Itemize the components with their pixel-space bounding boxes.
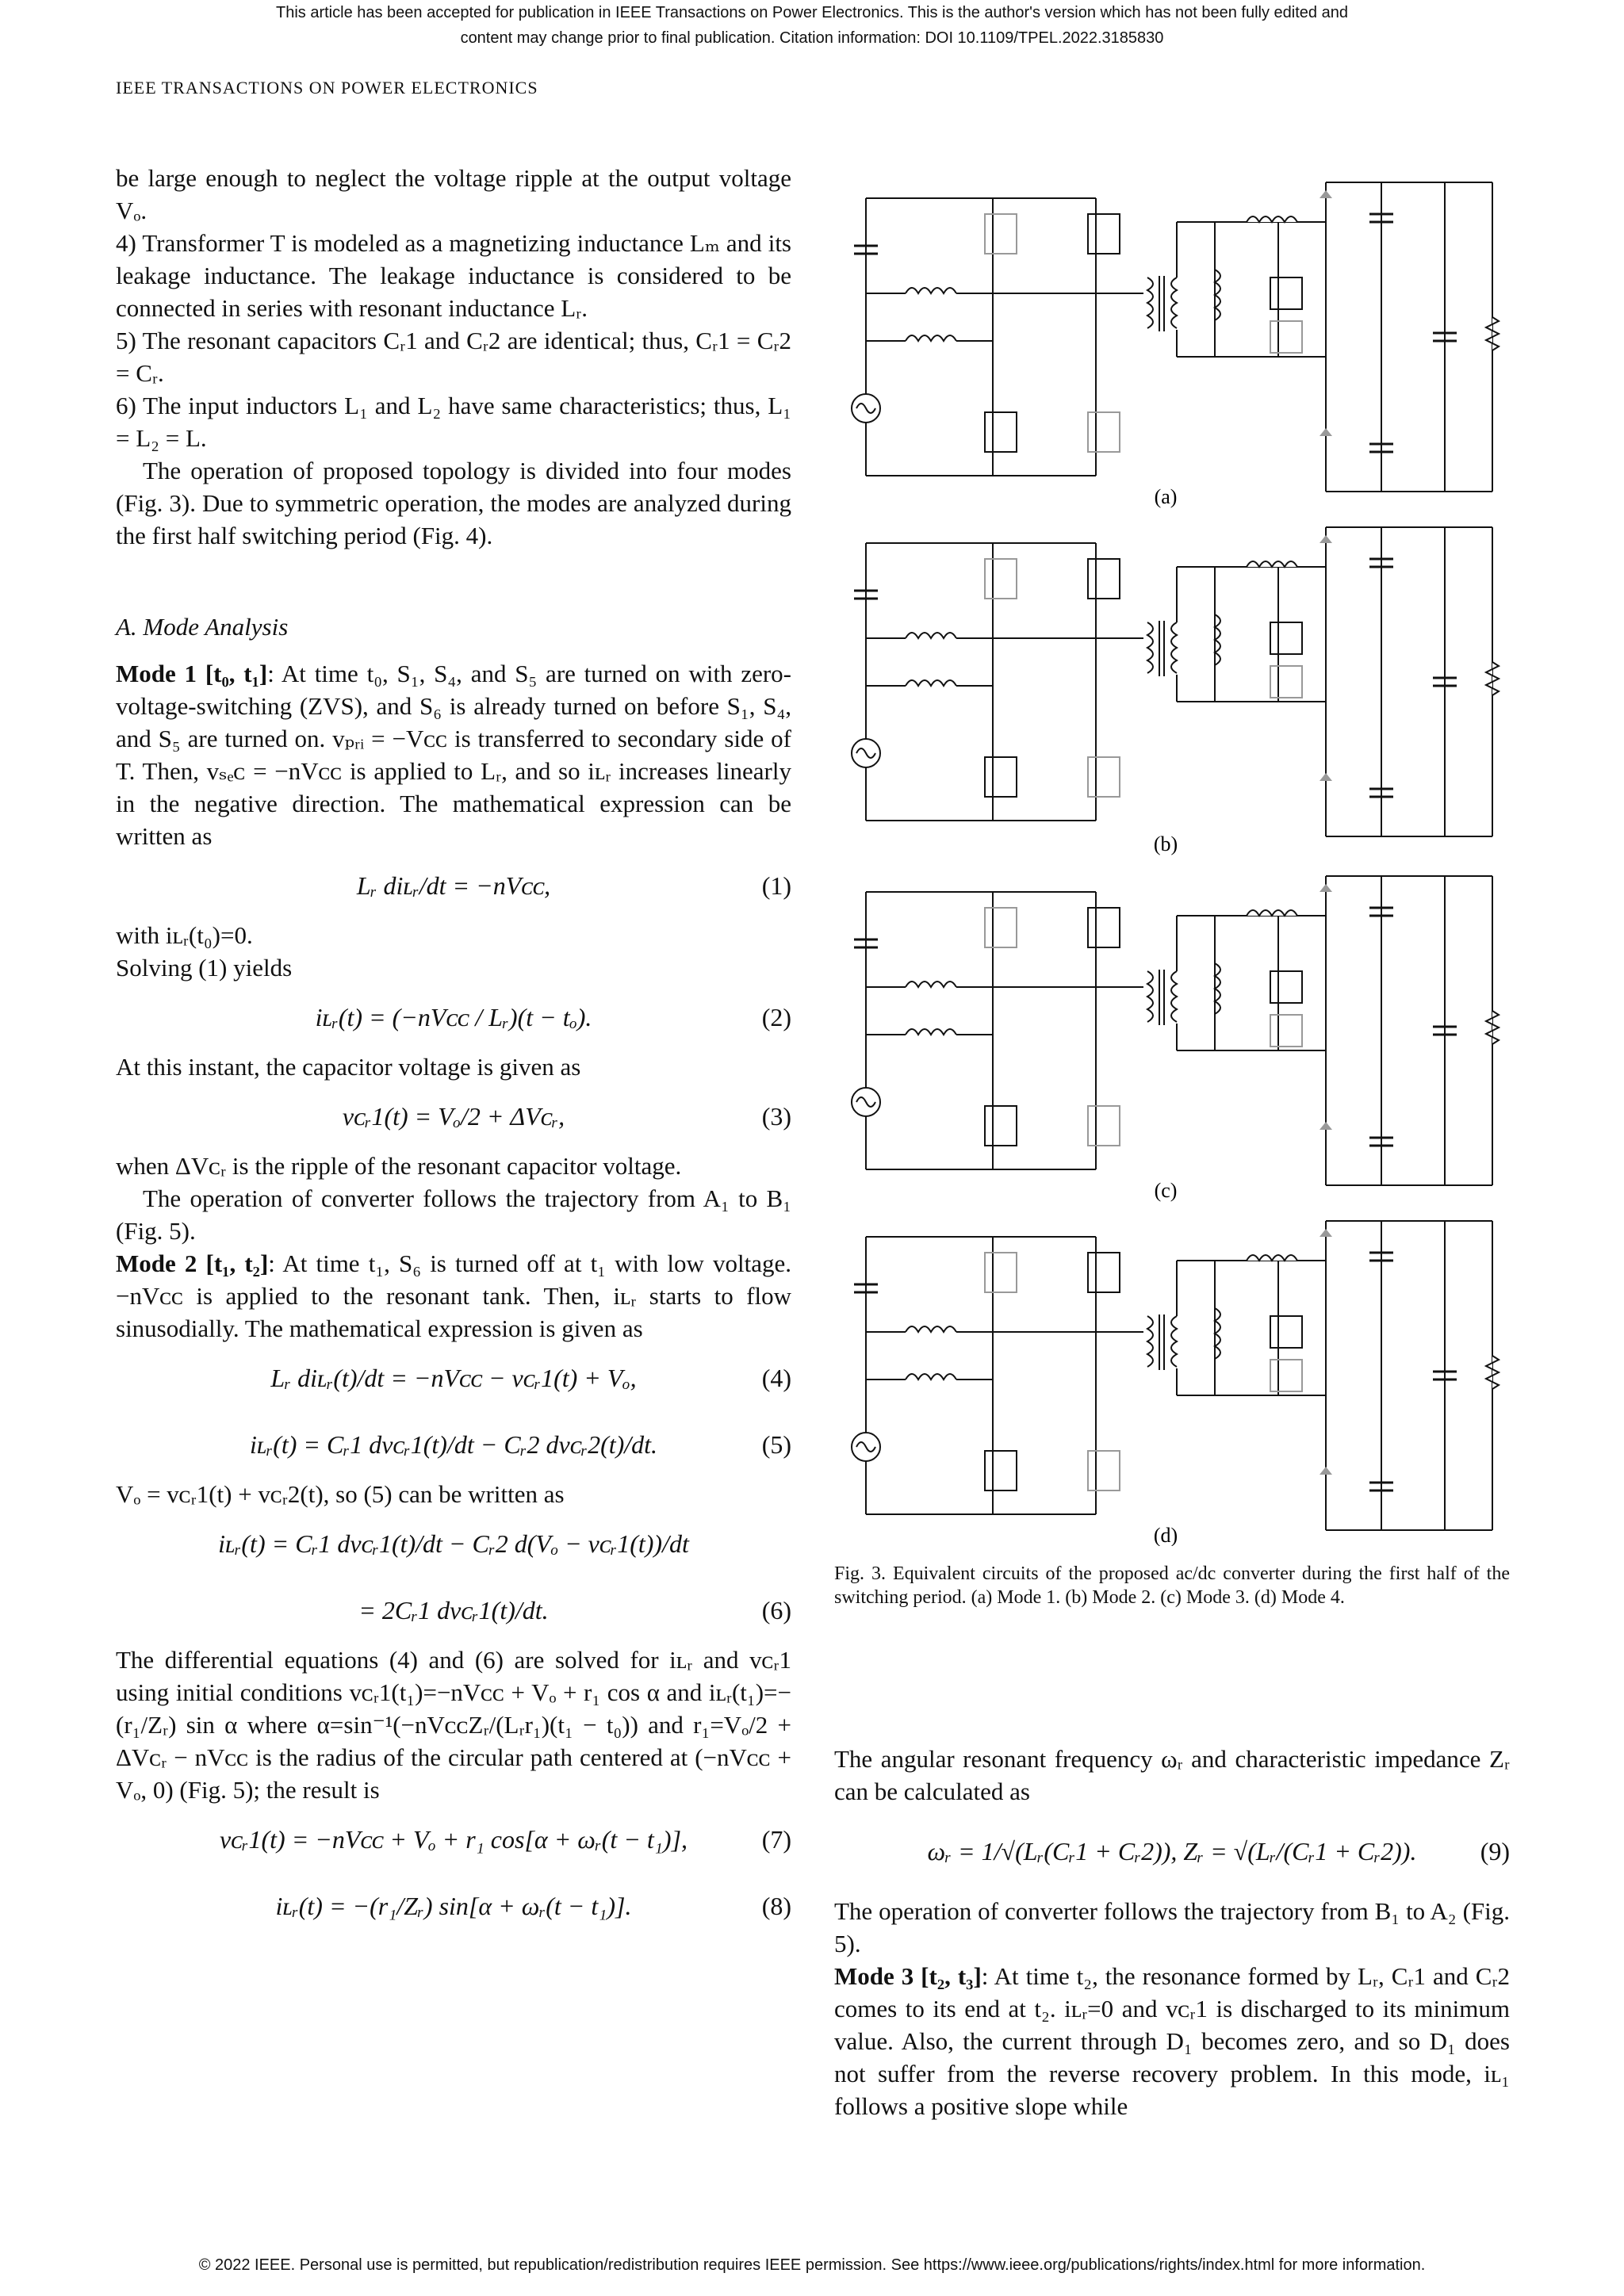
notice-line-2: content may change prior to final publication. Citation information: DOI 10.1109/TPEL.2022.3185830 [460,29,1164,47]
paragraph: Solving (1) yields [116,954,293,982]
equation-1: Lᵣ diʟᵣ/dt = −nVᴄᴄ, (1) [116,852,791,919]
paragraph: with iʟᵣ(t₀)=0. [116,921,253,949]
equation-8: iʟᵣ(t) = −(r₁/Zᵣ) sin[α + ωᵣ(t − t₁)]. (8) [116,1873,791,1939]
subfigure-label-d: (d) [1153,1524,1178,1546]
mode3-text: : At time t₂, the resonance formed by Lᵣ, Cᵣ1 and Cᵣ2 comes to its end at t₂. iʟᵣ=0 and vᴄᵣ1 is discharged to its minimum value. Also, the current through D₁ becomes zero, and so D₁ does not suffer from the reverse recovery problem. In this mode, iʟ₁ follows a positive slope while [834,1962,1510,2120]
figure-3-circuits [834,174,1518,1546]
equation-number: (9) [1480,1837,1510,1866]
paragraph: The angular resonant frequency ωᵣ and characteristic impedance Zᵣ can be calculated as [834,1745,1510,1805]
equation-6b: = 2Cᵣ1 dvᴄᵣ1(t)/dt. (6) [116,1577,791,1644]
assumption-4: 4) Transformer T is modeled as a magnetizing inductance Lₘ and its leakage inductance. The leakage inductance is considered to be connected in series with resonant inductance Lᵣ. [116,229,791,322]
paragraph: The differential equations (4) and (6) are solved for iʟᵣ and vᴄᵣ1 using initial conditions vᴄᵣ1(t₁)=−nVᴄᴄ + Vₒ + r₁ cos α and iʟᵣ(t₁)=−(r₁/Zᵣ) sin α where α=sin⁻¹(−nVᴄᴄZᵣ/(Lᵣr₁)(t₁ − t₀)) and r₁=Vₒ/2 + ΔVᴄᵣ − nVᴄᴄ is the radius of the circular path centered at (−nVᴄᴄ + Vₒ, 0) (Fig. 5); the result is [116,1646,791,1804]
paragraph: be large enough to neglect the voltage ripple at the output voltage Vₒ. [116,164,791,224]
publication-notice [0,0,1624,51]
running-header: IEEE TRANSACTIONS ON POWER ELECTRONICS [116,78,538,98]
mode1-paragraph [116,657,791,852]
subfigure-label-c: (c) [1154,1179,1178,1202]
circuit-mode-4 [852,1221,1499,1530]
notice-line-1: This article has been accepted for publication in IEEE Transactions on Power Electronics. This is the author's version which has not been fully edited and [276,4,1348,21]
equation-7: vᴄᵣ1(t) = −nVᴄᴄ + Vₒ + r₁ cos[α + ωᵣ(t − t₁)], (7) [116,1806,791,1873]
paragraph: The operation of converter follows the trajectory from A₁ to B₁ (Fig. 5). [116,1184,791,1245]
figure-caption: Fig. 3. Equivalent circuits of the proposed ac/dc converter during the first half of the switching period. (a) Mode 1. (b) Mode 2. (c) Mode 3. (d) Mode 4. [834,1563,1510,1608]
equation-number: (5) [761,1430,791,1459]
assumption-6: 6) The input inductors L₁ and L₂ have same characteristics; thus, L₁ = L₂ = L. [116,392,791,452]
paragraph: when ΔVᴄᵣ is the ripple of the resonant capacitor voltage. [116,1152,682,1180]
mode3-heading: Mode 3 [t₂, t₃] [834,1962,982,1990]
assumption-5: 5) The resonant capacitors Cᵣ1 and Cᵣ2 are identical; thus, Cᵣ1 = Cᵣ2 = Cᵣ. [116,327,791,387]
equation-number: (6) [761,1596,791,1624]
equation-number: (2) [761,1003,791,1031]
mode2-text: : At time t₁, S₆ is turned off at t₁ with low voltage. −nVᴄᴄ is applied to the resonant tank. Then, iʟᵣ starts to flow sinusodially. The mathematical expression is given as [116,1249,791,1342]
mode3-paragraph [834,1960,1510,2122]
paragraph: The operation of proposed topology is divided into four modes (Fig. 3). Due to symmetric operation, the modes are analyzed during the first half switching period (Fig. 4). [116,457,791,549]
equation-3: vᴄᵣ1(t) = Vₒ/2 + ΔVᴄᵣ, (3) [116,1083,791,1150]
subfigure-label-b: (b) [1153,832,1178,855]
mode2-paragraph [116,1247,791,1345]
mode2-heading: Mode 2 [t₁, t₂] [116,1249,269,1277]
paragraph: The operation of converter follows the trajectory from B₁ to A₂ (Fig. 5). [834,1897,1510,1957]
mode1-heading: Mode 1 [t₀, t₁] [116,660,268,687]
left-column [116,162,791,1939]
equation-4: Lᵣ diʟᵣ(t)/dt = −nVᴄᴄ − vᴄᵣ1(t) + Vₒ, (4) [116,1345,791,1411]
equation-number: (3) [761,1102,791,1131]
copyright-footer: © 2022 IEEE. Personal use is permitted, but republication/redistribution requires IEEE permission. See https://www.ieee.org/publications/rights/index.html for more information. [198,2256,1426,2274]
equation-number: (7) [761,1825,791,1854]
right-column [834,1743,1510,2122]
subfigure-label-a: (a) [1154,485,1178,508]
equation-9: ωᵣ = 1/√(Lᵣ(Cᵣ1 + Cᵣ2)), Zᵣ = √(Lᵣ/(Cᵣ1 + Cᵣ2)). (9) [834,1808,1510,1895]
equation-number: (4) [761,1364,791,1392]
equation-number: (1) [761,871,791,900]
circuit-mode-1 [852,182,1499,492]
equation-5: iʟᵣ(t) = Cᵣ1 dvᴄᵣ1(t)/dt − Cᵣ2 dvᴄᵣ2(t)/dt. (5) [116,1411,791,1478]
circuit-diagrams [834,174,1518,1546]
circuit-mode-3 [852,876,1499,1185]
mode1-text: : At time t₀, S₁, S₄, and S₅ are turned on with zero-voltage-switching (ZVS), and S₆ is already turned on before S₁, S₄, and S₅ are turned on. vₚᵣᵢ = −Vᴄᴄ is transferred to secondary side of T. Then, vₛₑᴄ = −nVᴄᴄ is applied to Lᵣ, and so iʟᵣ increases linearly in the negative direction. The mathematical expression can be written as [116,660,791,850]
paragraph: Vₒ = vᴄᵣ1(t) + vᴄᵣ2(t), so (5) can be written as [116,1480,565,1508]
paragraph: At this instant, the capacitor voltage is given as [116,1053,581,1081]
equation-number: (8) [761,1892,791,1920]
section-heading: A. Mode Analysis [116,613,289,641]
equation-6a: iʟᵣ(t) = Cᵣ1 dvᴄᵣ1(t)/dt − Cᵣ2 d(Vₒ − vᴄᵣ1(t))/dt [218,1529,689,1558]
circuit-mode-2 [852,527,1499,836]
equation-2: iʟᵣ(t) = (−nVᴄᴄ / Lᵣ)(t − tₒ). (2) [116,984,791,1050]
